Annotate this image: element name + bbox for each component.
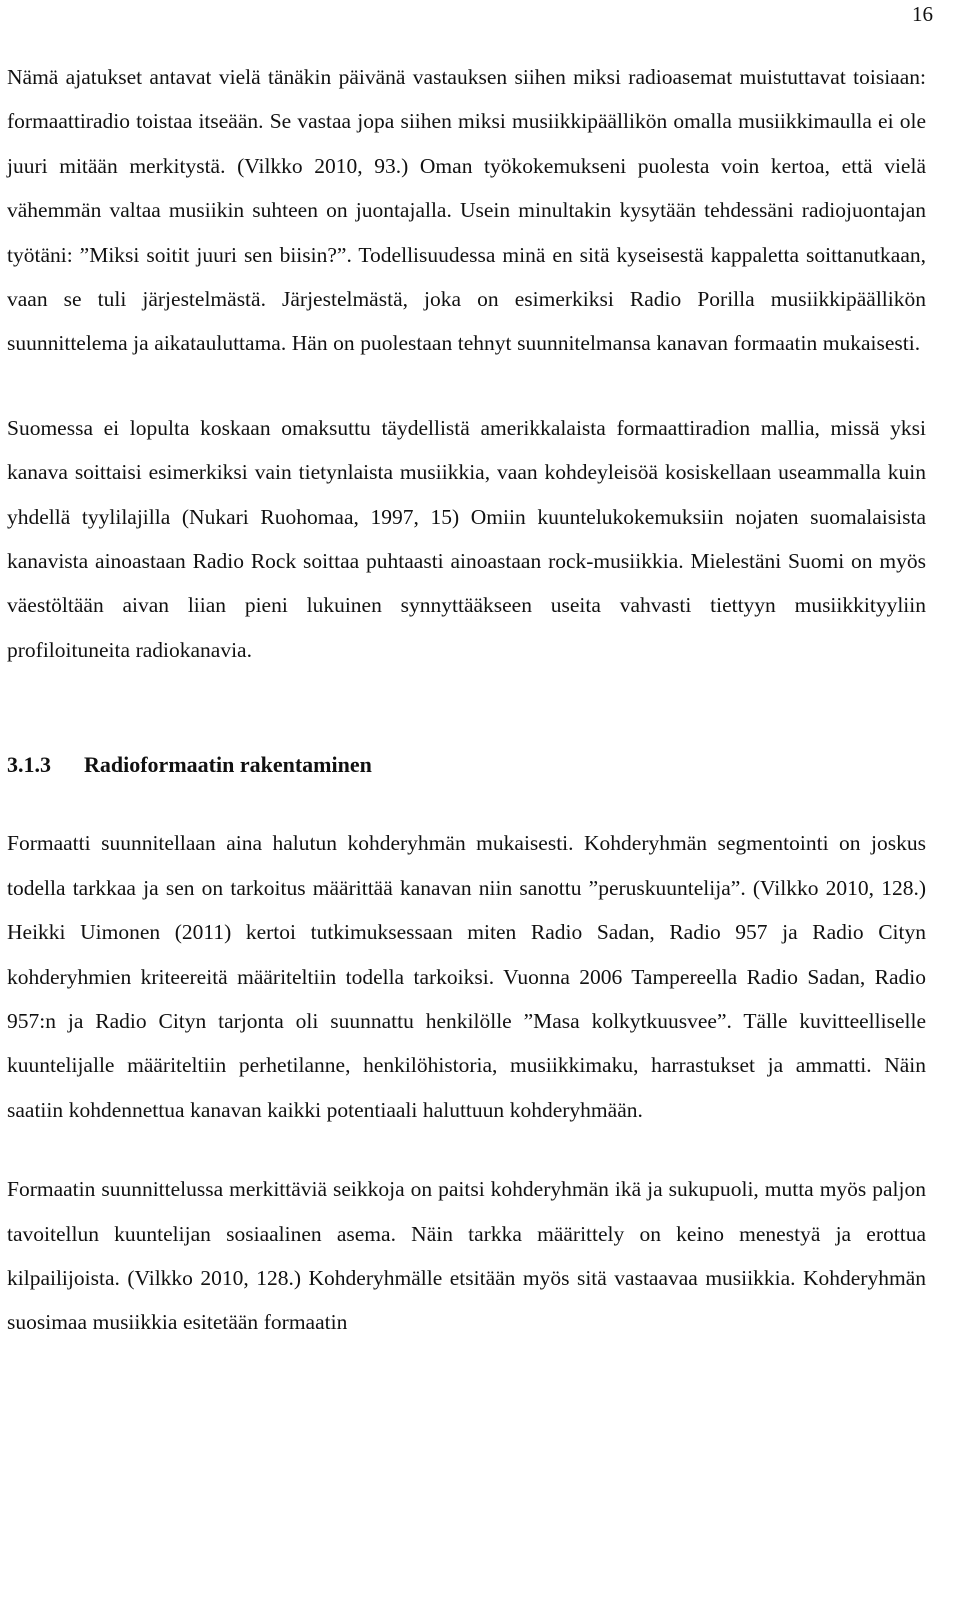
- section-spacer: [7, 785, 926, 821]
- paragraph-spacer: [7, 1132, 926, 1167]
- page-number: 16: [912, 2, 933, 26]
- section-spacer: [7, 672, 926, 745]
- paragraph-spacer: [7, 366, 926, 406]
- paragraph-target-group: Formaatti suunnitellaan aina halutun kohderyhmän mukaisesti. Kohderyhmän segmentointi on joskus todella tarkkaa ja sen on tarkoitus määrittää kanavan niin sanottu ”peruskuuntelija”. (Vilkko 2010, 128.) Heikki Uimonen (2011) kertoi tutkimuksessaan miten Radio Sadan, Radio 957 ja Radio Cityn kohderyhmien kriteereitä määriteltiin todella tarkoiksi. Vuonna 2006 Tampereella Radio Sadan, Radio 957:n ja Radio Cityn tarjonta oli suunnattu henkilölle ”Masa kolkytkuusvee”. Tälle kuvitteelliselle kuuntelijalle määriteltiin perhetilanne, henkilöhistoria, musiikkimaku, harrastukset ja ammatti. Näin saatiin kohdennettua kanavan kaikki potentiaali haluttuun kohderyhmään.: [7, 831, 926, 1122]
- paragraph-finnish-radio-model: Suomessa ei lopulta koskaan omaksuttu täydellistä amerikkalaista formaattiradion mallia, missä yksi kanava soittaisi esimerkiksi vain tietynlaista musiikkia, vaan kohdeyleisöä kosiskellaan useammalla kuin yhdellä tyylilajilla (Nukari Ruohomaa, 1997, 15) Omiin kuuntelukokemuksiin nojaten suomalaisista kanavista ainoastaan Radio Rock soittaa puhtaasti ainoastaan rock-musiikkia. Mielestäni Suomi on myös väestöltään aivan liian pieni lukuinen synnyttääkseen useita vahvasti tiettyyn musiikkityyliin profiloituneita radiokanavia.: [7, 415, 926, 662]
- section-title: Radioformaatin rakentaminen: [84, 752, 372, 778]
- document-body: [7, 55, 926, 1345]
- paragraph-format-planning: Formaatin suunnittelussa merkittäviä seikkoja on paitsi kohderyhmän ikä ja sukupuoli, mutta myös paljon tavoitellun kuuntelijan sosiaalinen asema. Näin tarkka määrittely on keino menestyä ja erottua kilpailijoista. (Vilkko 2010, 128.) Kohderyhmälle etsitään myös sitä vastaavaa musiikkia. Kohderyhmän suosimaa musiikkia esitetään formaatin: [7, 1177, 926, 1335]
- paragraph-format-radio-repeats: Nämä ajatukset antavat vielä tänäkin päivänä vastauksen siihen miksi radioasemat muistuttavat toisiaan: formaattiradio toistaa itseään. Se vastaa jopa siihen miksi musiikkipäällikön omalla musiikkimaulla ei ole juuri mitään merkitystä. (Vilkko 2010, 93.) Oman työkokemukseni puolesta voin kertoa, että vielä vähemmän valtaa musiikin suhteen on juontajalla. Usein minultakin kysytään tehdessäni radiojuontajan työtäni: ”Miksi soitit juuri sen biisin?”. Todellisuudessa minä en sitä kyseisestä kappaletta soittanutkaan, vaan se tuli järjestelmästä. Järjestelmästä, joka on esimerkiksi Radio Porilla musiikkipäällikön suunnittelema ja aikatauluttama. Hän on puolestaan tehnyt suunnitelmansa kanavan formaatin mukaisesti.: [7, 65, 926, 356]
- section-number: 3.1.3: [7, 752, 51, 778]
- section-heading: [7, 745, 926, 785]
